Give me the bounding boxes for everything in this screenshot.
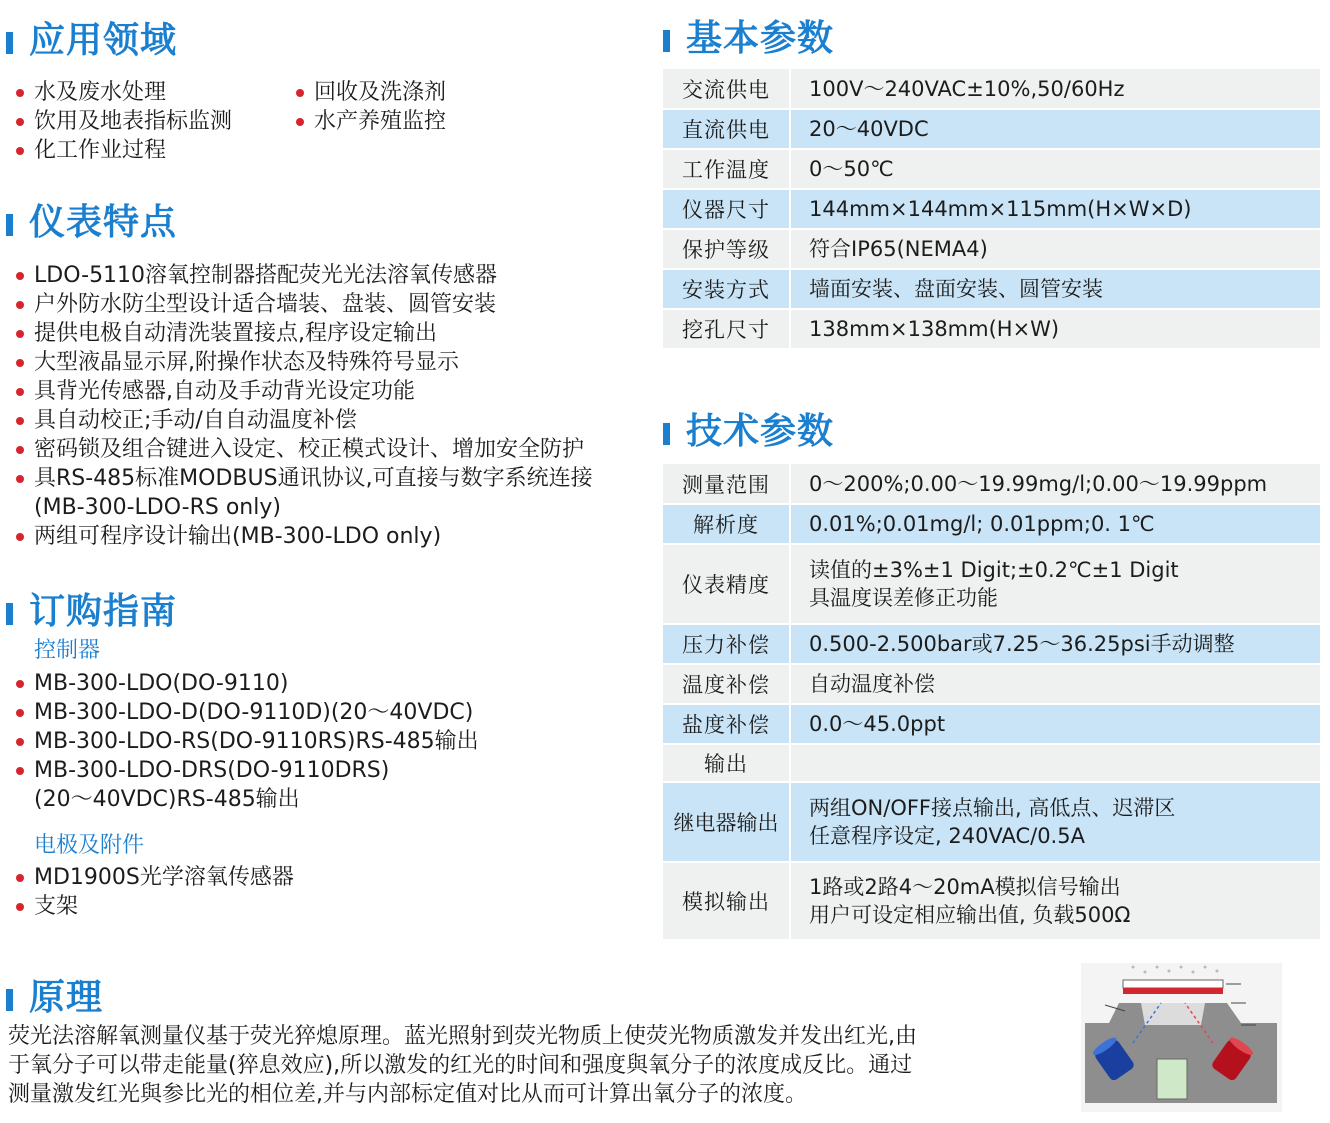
title-bar-icon [6, 214, 13, 236]
section-title-basic: 基本参数 [663, 10, 834, 61]
param-value: 墙面安装、盘面安装、圆管安装 [790, 269, 1320, 309]
principle-text: 荧光法溶解氧测量仪基于荧光猝熄原理。蓝光照射到荧光物质上使荧光物质激发并发出红光,由 于氧分子可以带走能量(猝息效应),所以激发的红光的时间和强度與氧分子的浓度成反比。通过 测量激发红光與参比光的相位差,并与内部标定值对比从而可计算出氧分子的浓度。 [8, 1024, 917, 1107]
list-item: LDO-5110溶氧控制器搭配荧光光法溶氧传感器 [14, 261, 593, 290]
list-item: MD1900S光学溶氧传感器 [14, 863, 294, 892]
list-item-continuation: (20～40VDC)RS-485输出 [34, 787, 300, 812]
table-row [663, 704, 1320, 744]
table-row [663, 269, 1320, 309]
param-value: 138mm×138mm(H×W) [790, 309, 1320, 349]
list-item: 密码锁及组合键进入设定、校正模式设计、增加安全防护 [14, 435, 593, 464]
title-bar-icon [6, 603, 13, 625]
table-row [663, 664, 1320, 704]
table-row [663, 862, 1320, 940]
param-value [790, 744, 1320, 782]
application-list-left [14, 78, 232, 165]
title-bar-icon [663, 423, 670, 445]
table-row [663, 309, 1320, 349]
list-item: MB-300-LDO-D(DO-9110D)(20～40VDC) [14, 698, 479, 727]
table-row [663, 744, 1320, 782]
param-key: 仪器尺寸 [663, 189, 790, 229]
section-title-tech: 技术参数 [663, 403, 834, 454]
list-item: 化工作业过程 [14, 136, 232, 165]
param-key: 保护等级 [663, 229, 790, 269]
param-key: 挖孔尺寸 [663, 309, 790, 349]
param-key: 直流供电 [663, 109, 790, 149]
param-key: 输出 [663, 744, 790, 782]
features-list [14, 261, 593, 551]
param-value: 0～50℃ [790, 149, 1320, 189]
param-key: 安装方式 [663, 269, 790, 309]
basic-params-table [663, 69, 1320, 350]
section-title-order: 订购指南 [6, 583, 177, 634]
table-row [663, 544, 1320, 624]
param-value: 1路或2路4～20mA模拟信号输出 用户可设定相应输出值, 负载500Ω [790, 862, 1320, 940]
accessory-list [14, 863, 294, 921]
param-key: 工作温度 [663, 149, 790, 189]
title-bar-icon [6, 989, 13, 1011]
list-item: 具自动校正;手动/自自动温度补偿 [14, 406, 593, 435]
section-title-features: 仪表特点 [6, 194, 177, 245]
list-item: 饮用及地表指标监测 [14, 107, 232, 136]
param-value: 两组ON/OFF接点输出, 高低点、迟滞区 任意程序设定, 240VAC/0.5A [790, 782, 1320, 862]
list-item: 水及废水处理 [14, 78, 232, 107]
title-bar-icon [6, 32, 13, 54]
param-key: 盐度补偿 [663, 704, 790, 744]
table-row [663, 229, 1320, 269]
list-item-continuation: (MB-300-LDO-RS only) [34, 495, 281, 520]
param-value: 144mm×144mm×115mm(H×W×D) [790, 189, 1320, 229]
list-item: 回收及洗涤剂 [294, 78, 446, 107]
section-title-principle: 原理 [6, 969, 103, 1020]
param-value: 自动温度补偿 [790, 664, 1320, 704]
list-item: MB-300-LDO-DRS(DO-9110DRS) [14, 756, 479, 785]
list-item: 支架 [14, 892, 294, 921]
param-value: 符合IP65(NEMA4) [790, 229, 1320, 269]
table-row [663, 149, 1320, 189]
table-row [663, 504, 1320, 544]
table-row [663, 189, 1320, 229]
controller-list [14, 669, 479, 814]
table-row [663, 464, 1320, 504]
param-value: 0.01%;0.01mg/l; 0.01ppm;0. 1℃ [790, 504, 1320, 544]
param-value: 0.0～45.0ppt [790, 704, 1320, 744]
sensor-principle-diagram [1081, 963, 1282, 1112]
param-value: 读值的±3%±1 Digit;±0.2℃±1 Digit 具温度误差修正功能 [790, 544, 1320, 624]
application-list-right [294, 78, 446, 136]
list-item: MB-300-LDO-RS(DO-9110RS)RS-485输出 [14, 727, 479, 756]
table-row [663, 624, 1320, 664]
param-key: 解析度 [663, 504, 790, 544]
param-value: 100V～240VAC±10%,50/60Hz [790, 69, 1320, 109]
param-key: 仪表精度 [663, 544, 790, 624]
param-key: 交流供电 [663, 69, 790, 109]
param-key: 测量范围 [663, 464, 790, 504]
tech-params-table [663, 464, 1320, 941]
subtitle-controller: 控制器 [34, 638, 101, 663]
param-key: 继电器输出 [663, 782, 790, 862]
list-item: MB-300-LDO(DO-9110) [14, 669, 479, 698]
param-value: 0～200%;0.00～19.99mg/l;0.00～19.99ppm [790, 464, 1320, 504]
param-value: 20～40VDC [790, 109, 1320, 149]
section-title-application: 应用领域 [6, 12, 177, 63]
list-item: 大型液晶显示屏,附操作状态及特殊符号显示 [14, 348, 593, 377]
table-row [663, 69, 1320, 109]
list-item: 两组可程序设计输出(MB-300-LDO only) [14, 522, 593, 551]
table-row [663, 109, 1320, 149]
list-item: 水产养殖监控 [294, 107, 446, 136]
list-item: 具RS-485标准MODBUS通讯协议,可直接与数字系统连接 [14, 464, 593, 493]
table-row [663, 782, 1320, 862]
list-item: 户外防水防尘型设计适合墙装、盘装、圆管安装 [14, 290, 593, 319]
list-item: 具背光传感器,自动及手动背光设定功能 [14, 377, 593, 406]
param-key: 压力补偿 [663, 624, 790, 664]
param-value: 0.500-2.500bar或7.25～36.25psi手动调整 [790, 624, 1320, 664]
param-key: 模拟输出 [663, 862, 790, 940]
list-item: 提供电极自动清洗装置接点,程序设定输出 [14, 319, 593, 348]
subtitle-accessories: 电极及附件 [34, 833, 145, 858]
param-key: 温度补偿 [663, 664, 790, 704]
title-bar-icon [663, 30, 670, 52]
